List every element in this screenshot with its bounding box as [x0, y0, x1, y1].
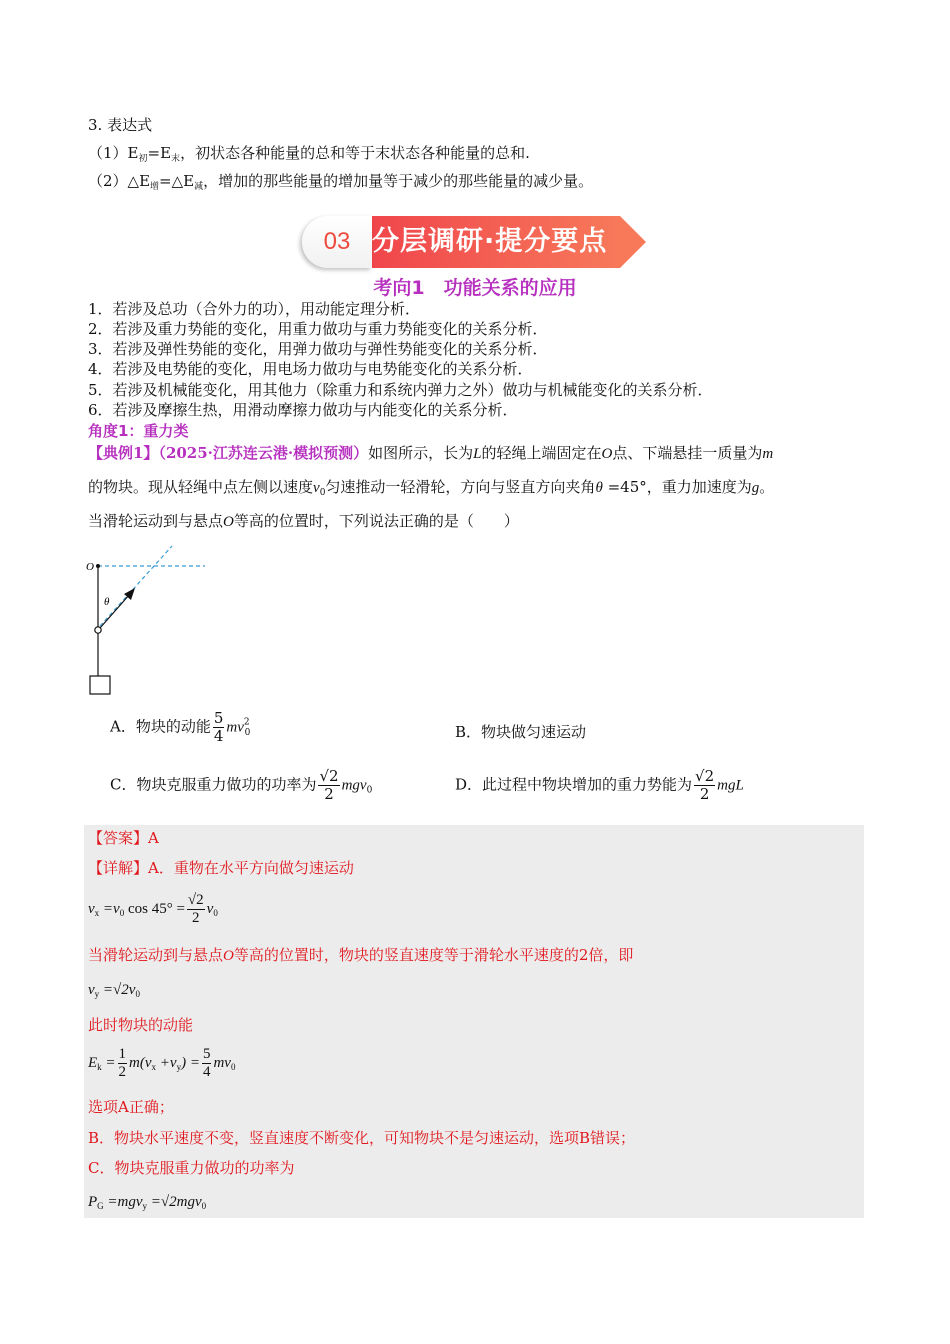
- question-line-3: 当滑轮运动到与悬点O等高的位置时，下列说法正确的是（ ）: [88, 512, 519, 530]
- equation-vx: $v_x =v_0$ cos 45° = $\frac{√2}{2}$ $v_0$: [88, 892, 218, 927]
- option-a[interactable]: A．物块的动能 $\frac{5}{4}$ $mv^2_0$: [110, 709, 251, 745]
- expression-line-1: $(1)E_初=E_末$，初状态各种能量的总和等于末状态各种能量的总和.: [88, 144, 530, 164]
- equation-vy: $v_y =√2v_0$: [88, 982, 140, 999]
- option-d[interactable]: D．此过程中物块增加的重力势能为 $\frac{√2}{2}$ mgL: [455, 767, 744, 803]
- banner-number: 03: [302, 216, 372, 268]
- question-line-2: 的物块。现从轻绳中点左侧以速度$v_0$匀速推动一轻滑轮，方向与竖直方向夹角θ =45°，重力加速度为g。: [88, 478, 775, 498]
- pivot-point: [96, 564, 100, 568]
- option-c[interactable]: C．物块克服重力做功的功率为 $\frac{√2}{2}$ mgv$_0$: [110, 767, 373, 803]
- answer-label: 【答案】A: [88, 829, 159, 847]
- rule-item: 6．若涉及摩擦生热，用滑动摩擦力做功与内能变化的关系分析．: [88, 401, 518, 419]
- detail-line: 【详解】A．重物在水平方向做匀速运动: [88, 859, 354, 877]
- rule-item: 3．若涉及弹性势能的变化，用弹力做功与弹性势能变化的关系分析．: [88, 340, 548, 358]
- detail-text-3: 此时物块的动能: [88, 1016, 194, 1034]
- rule-item: 5．若涉及机械能变化，用其他力（除重力和系统内弹力之外）做功与机械能变化的关系分析．: [88, 381, 713, 399]
- detail-text-6: C．物块克服重力做功的功率为: [88, 1159, 295, 1177]
- rule-item: 1．若涉及总功（合外力的功），用动能定理分析．: [88, 300, 421, 318]
- rule-item: 4．若涉及电势能的变化，用电场力做功与电势能变化的关系分析．: [88, 360, 533, 378]
- slant-dashed-line: [100, 546, 172, 626]
- equation-power: $P_G =mgv_y =√2mgv_0$: [88, 1194, 207, 1211]
- rule-item: 2．若涉及重力势能的变化，用重力做功与重力势能变化的关系分析．: [88, 320, 548, 338]
- expression-line-2: $(2)\triangle E_增=\triangle E_减$，增加的那些能量的增加量等于减少的那些能量的减少量。: [88, 172, 594, 192]
- pulley-figure: [80, 540, 220, 700]
- section-title: 3. 表达式: [88, 116, 153, 134]
- banner-text: 分层调研·提分要点: [372, 226, 608, 257]
- detail-text-2: 当滑轮运动到与悬点O等高的位置时，物块的竖直速度等于滑轮水平速度的2倍，即: [88, 946, 634, 964]
- label-theta: θ: [104, 596, 110, 608]
- block: [90, 676, 110, 694]
- option-b[interactable]: B．物块做匀速运动: [455, 723, 587, 741]
- detail-text-4: 选项A正确；: [88, 1098, 174, 1116]
- question-line-1: 【典例1】（2025·江苏连云港·模拟预测）如图所示，长为L的轻绳上端固定在O点、下端悬挂一质量为m: [88, 444, 774, 462]
- angle-heading: 角度1：重力类: [88, 422, 189, 440]
- label-O: O: [86, 561, 94, 573]
- topic-heading: 考向1 功能关系的应用: [373, 277, 577, 299]
- detail-text-5: B．物块水平速度不变，竖直速度不断变化，可知物块不是匀速运动，选项B错误；: [88, 1129, 636, 1147]
- banner-arrow-tip: [620, 216, 646, 268]
- equation-ek: $E_k$ = $\frac{1}{2}$ $m(v_x +v_y)$ = $\frac{5}{4}$ $mv_0$: [88, 1046, 236, 1081]
